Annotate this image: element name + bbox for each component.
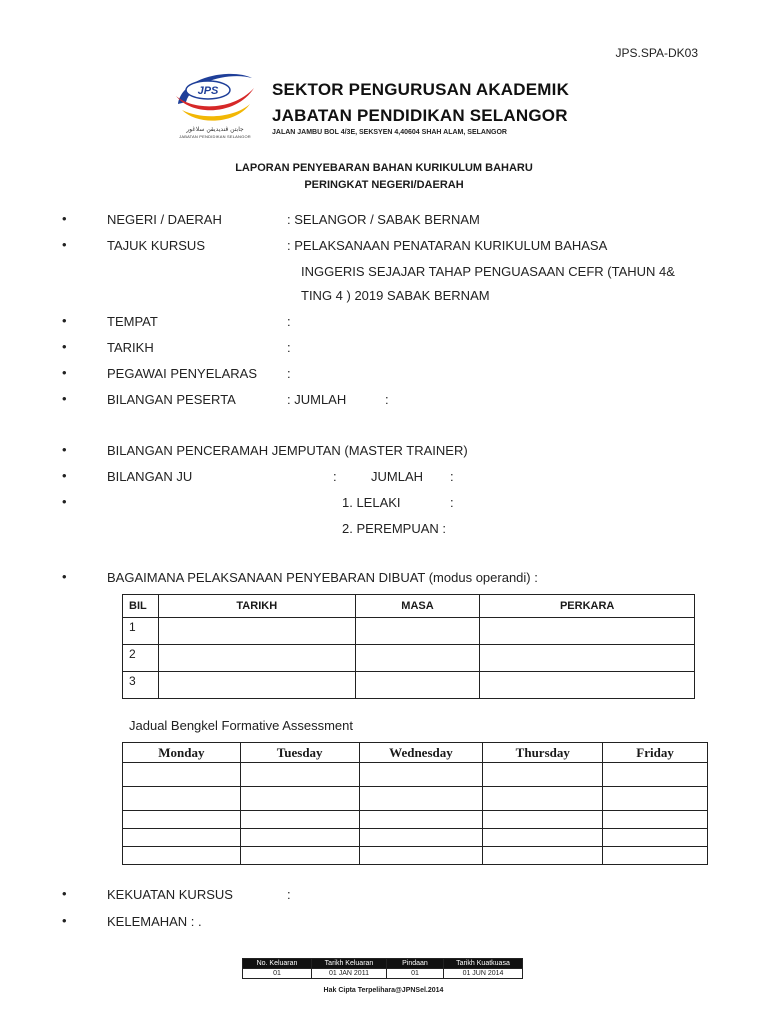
table-cell[interactable] (240, 787, 359, 811)
table-cell[interactable] (359, 787, 483, 811)
table-cell[interactable] (359, 847, 483, 865)
field-tarikh (0, 340, 768, 360)
table-cell[interactable] (483, 811, 603, 829)
field-tajuk (0, 238, 768, 258)
table-row (123, 645, 695, 672)
field-value: 2. PEREMPUAN : (342, 521, 447, 536)
field-tajuk-cont-2: TING 4 ) 2019 SABAK BERNAM (301, 288, 490, 303)
field-value: 1. LELAKI (342, 495, 401, 510)
field-colon: : (385, 392, 389, 407)
table-cell[interactable] (123, 829, 241, 847)
table-header: BIL (123, 595, 159, 618)
header-department: JABATAN PENDIDIKAN SELANGOR (272, 106, 568, 125)
field-kelemahan (0, 914, 768, 934)
table-row (123, 811, 708, 829)
bullet-icon: • (62, 365, 67, 380)
table-cell[interactable] (355, 645, 480, 672)
field-colon: : (287, 314, 291, 329)
report-subtitle: PERINGKAT NEGERI/DAERAH (304, 179, 464, 191)
field-label: KELEMAHAN : . (107, 914, 202, 929)
report-title: LAPORAN PENYEBARAN BAHAN KURIKULUM BAHARU (235, 162, 533, 174)
field-label: TAJUK KURSUS (107, 238, 205, 253)
table-row (123, 672, 695, 699)
field-label: PEGAWAI PENYELARAS (107, 366, 258, 381)
field-label: KEKUATAN KURSUS (107, 887, 233, 902)
table-cell: 2 (123, 645, 159, 672)
table-row (123, 787, 708, 811)
table-cell[interactable] (603, 763, 708, 787)
field-label: NEGERI / DAERAH (107, 212, 222, 227)
table-cell[interactable] (240, 763, 359, 787)
field-negeri (0, 212, 768, 232)
logo-caption-arabic: جابتن ڤنديديقن سلاڠور (186, 126, 244, 133)
field-colon: : (333, 469, 337, 484)
bullet-icon: • (62, 211, 67, 226)
table-cell: 3 (123, 672, 159, 699)
bullet-icon: • (62, 494, 67, 509)
table-cell[interactable] (480, 618, 695, 645)
field-colon: : (287, 340, 291, 355)
field-tempat (0, 314, 768, 334)
field-label: BILANGAN PESERTA (107, 392, 236, 407)
modus-operandi-table (122, 594, 695, 699)
table-cell[interactable] (603, 829, 708, 847)
table-cell[interactable] (483, 847, 603, 865)
table-cell: 01 JAN 2011 (312, 969, 387, 979)
field-ju (0, 469, 768, 489)
table-header: Wednesday (359, 743, 483, 763)
table-cell[interactable] (603, 787, 708, 811)
schedule-table (122, 742, 708, 865)
field-value: : SELANGOR / SABAK BERNAM (287, 212, 480, 227)
table-header: Pindaan (387, 959, 444, 969)
field-tajuk-cont-1: INGGERIS SEJAJAR TAHAP PENGUASAAN CEFR (TAHUN 4& (301, 264, 675, 279)
bullet-icon: • (62, 442, 67, 457)
logo-caption: JABATAN PENDIDIKAN SELANGOR (179, 134, 251, 139)
bullet-icon: • (62, 913, 67, 928)
field-peserta (0, 392, 768, 412)
table-row (123, 847, 708, 865)
bullet-icon: • (62, 391, 67, 406)
table-header: Tuesday (240, 743, 359, 763)
table-cell[interactable] (123, 811, 241, 829)
table-cell[interactable] (480, 672, 695, 699)
table-header-row (123, 743, 708, 763)
table-cell[interactable] (355, 672, 480, 699)
schedule-caption: Jadual Bengkel Formative Assessment (129, 718, 353, 733)
table-header-row (243, 959, 523, 969)
table-cell[interactable] (483, 787, 603, 811)
field-bagaimana (0, 570, 768, 590)
logo-text: JPS (197, 85, 219, 97)
field-label: BAGAIMANA PELAKSANAAN PENYEBARAN DIBUAT (modus operandi) : (107, 570, 538, 585)
field-value: JUMLAH (371, 469, 424, 484)
field-pegawai (0, 366, 768, 386)
table-row (123, 829, 708, 847)
field-colon: : (287, 366, 291, 381)
table-cell[interactable] (480, 645, 695, 672)
table-cell[interactable] (158, 672, 355, 699)
table-header: Thursday (483, 743, 603, 763)
header-address: JALAN JAMBU BOL 4/3E, SEKSYEN 4,40604 SHAH ALAM, SELANGOR (272, 129, 507, 136)
table-header-row (123, 595, 695, 618)
bullet-icon: • (62, 569, 67, 584)
revision-table (242, 958, 523, 979)
table-cell[interactable] (158, 618, 355, 645)
bullet-icon: • (62, 339, 67, 354)
bullet-icon: • (62, 886, 67, 901)
table-cell[interactable] (359, 811, 483, 829)
table-cell[interactable] (123, 763, 241, 787)
table-header: Friday (603, 743, 708, 763)
field-label: BILANGAN PENCERAMAH JEMPUTAN (MASTER TRAINER) (107, 443, 468, 458)
table-row (243, 969, 523, 979)
field-kekuatan (0, 887, 768, 907)
table-cell[interactable] (355, 618, 480, 645)
bullet-icon: • (62, 468, 67, 483)
table-cell[interactable] (240, 811, 359, 829)
document-code: JPS.SPA-DK03 (615, 46, 698, 60)
table-cell[interactable] (123, 847, 241, 865)
table-row (123, 618, 695, 645)
table-cell[interactable] (123, 787, 241, 811)
table-cell[interactable] (240, 829, 359, 847)
table-cell[interactable] (603, 847, 708, 865)
bullet-icon: • (62, 313, 67, 328)
copyright: Hak Cipta Terpelihara@JPNSel.2014 (323, 987, 444, 994)
table-cell[interactable] (359, 763, 483, 787)
table-header: Tarikh Keluaran (312, 959, 387, 969)
field-label: BILANGAN JU (107, 469, 193, 484)
field-label: TEMPAT (107, 314, 158, 329)
table-cell: 01 (387, 969, 444, 979)
table-header: TARIKH (158, 595, 355, 618)
table-header: PERKARA (480, 595, 695, 618)
table-header: No. Keluaran (243, 959, 312, 969)
field-value: : PELAKSANAAN PENATARAN KURIKULUM BAHASA (287, 238, 608, 253)
table-header: Tarikh Kuatkuasa (444, 959, 523, 969)
table-cell[interactable] (158, 645, 355, 672)
table-header: Monday (123, 743, 241, 763)
table-header: MASA (355, 595, 480, 618)
table-cell[interactable] (359, 829, 483, 847)
field-colon: : (450, 495, 454, 510)
field-value: : JUMLAH (287, 392, 347, 407)
table-cell[interactable] (603, 811, 708, 829)
header-sector: SEKTOR PENGURUSAN AKADEMIK (272, 80, 570, 99)
bullet-icon: • (62, 237, 67, 252)
field-perempuan (0, 521, 768, 541)
field-colon: : (450, 469, 454, 484)
field-label: TARIKH (107, 340, 154, 355)
table-cell[interactable] (483, 829, 603, 847)
table-cell: 01 JUN 2014 (444, 969, 523, 979)
field-penceramah (0, 443, 768, 463)
table-cell: 01 (243, 969, 312, 979)
table-cell[interactable] (240, 847, 359, 865)
table-cell: 1 (123, 618, 159, 645)
field-colon: : (287, 887, 291, 902)
table-cell[interactable] (483, 763, 603, 787)
table-row (123, 763, 708, 787)
field-lelaki (0, 495, 768, 515)
